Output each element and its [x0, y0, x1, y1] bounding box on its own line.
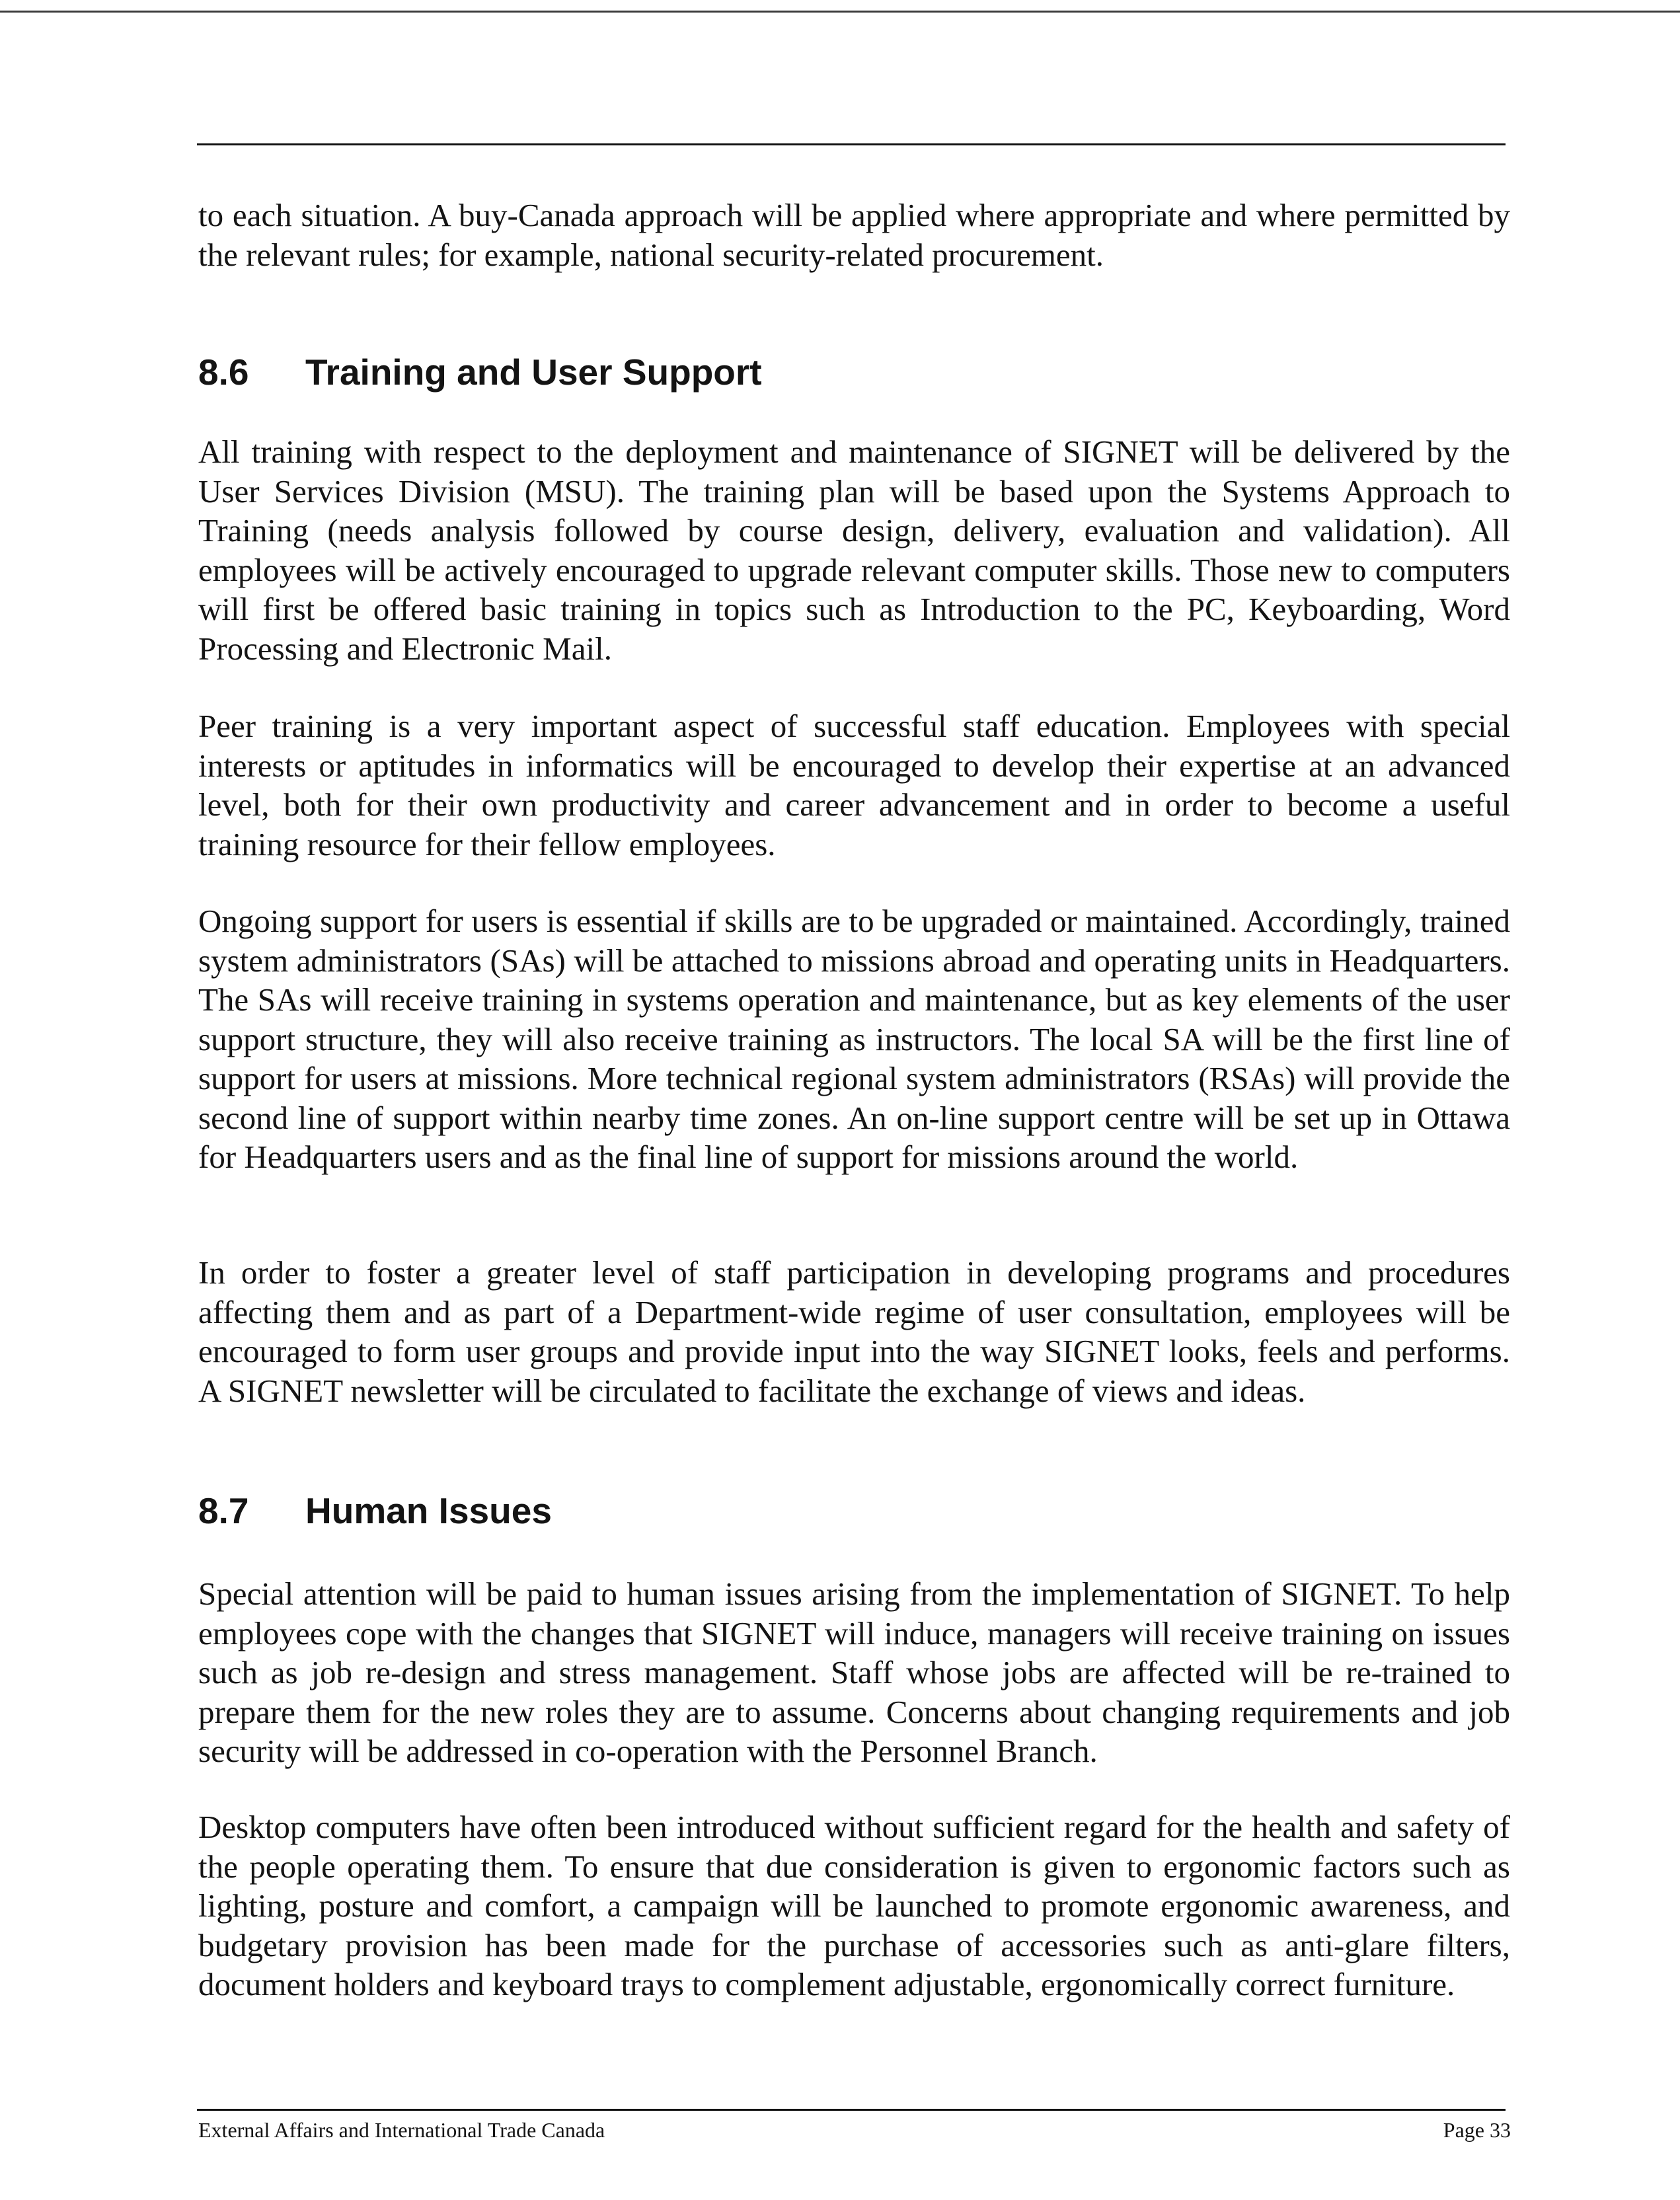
- section-number: 8.7: [198, 1490, 249, 1531]
- paragraph-ergonomics: Desktop computers have often been introduced without sufficient regard for the health and safety of the people operating them. To ensure that due consideration is given to ergonomic factors such as lighting, posture and comfort, a campaign will be launched to promote ergonomic awareness, and budgetary provision has been made for the purchase of accessories such as anti-glare filters, document holders and keyboard trays to complement adjustable, ergonomically correct furniture.: [198, 1809, 1510, 2002]
- footer-rule: [197, 2109, 1506, 2111]
- paragraph-training-delivery: All training with respect to the deployment and maintenance of SIGNET will be delivered by the User Services Division (MSU). The training plan will be based upon the Systems Approach to Training (needs analysis followed by course design, delivery, evaluation and validation). All employees will be actively encouraged to upgrade relevant computer skills. Those new to computers will first be offered basic training in topics such as Introduction to the PC, Keyboarding, Word Processing and Electronic Mail.: [198, 434, 1510, 667]
- paragraph-peer-training: Peer training is a very important aspect of successful staff education. Employees with special interests or aptitudes in informatics will be encouraged to develop their expertise at an advanced level, both for their own productivity and career advancement and in order to become a useful training resource for their fellow employees.: [198, 708, 1510, 862]
- section-title: Training and User Support: [305, 352, 762, 393]
- header-rule: [197, 143, 1506, 145]
- footer-page-number: Page 33: [1443, 2118, 1511, 2142]
- footer-organization: External Affairs and International Trade Canada: [198, 2118, 605, 2142]
- paragraph-user-consultation: In order to foster a greater level of staff participation in developing programs and procedures affecting them and as part of a Department-wide regime of user consultation, employees will be encouraged to form user groups and provide input into the way SIGNET looks, feels and performs. A SIGNET newsletter will be circulated to facilitate the exchange of views and ideas.: [198, 1254, 1510, 1409]
- section-number: 8.6: [198, 352, 249, 393]
- section-heading-8-6: [198, 350, 762, 394]
- scan-top-edge-line: [0, 11, 1680, 13]
- paragraph-human-issues: Special attention will be paid to human issues arising from the implementation of SIGNET. To help employees cope with the changes that SIGNET will induce, managers will receive training on issues such as job re-design and stress management. Staff whose jobs are affected will be re-trained to prepare them for the new roles they are to assume. Concerns about changing requirements and job security will be addressed in co-operation with the Personnel Branch.: [198, 1575, 1510, 1769]
- paragraph-continuation: to each situation. A buy-Canada approach will be applied where appropriate and where permitted by the relevant rules; for example, national security-related procurement.: [198, 197, 1510, 273]
- paragraph-ongoing-support: Ongoing support for users is essential if skills are to be upgraded or maintained. Accordingly, trained system administrators (SAs) will be attached to missions abroad and operating units in Headquarters. The SAs will receive training in systems operation and maintenance, but as key elements of the user support structure, they will also receive training as instructors. The local SA will be the first line of support for users at missions. More technical regional system administrators (RSAs) will provide the second line of support within nearby time zones. An on-line support centre will be set up in Ottawa for Headquarters users and as the final line of support for missions around the world.: [198, 903, 1510, 1175]
- section-heading-8-7: [198, 1489, 552, 1533]
- section-title: Human Issues: [305, 1490, 552, 1531]
